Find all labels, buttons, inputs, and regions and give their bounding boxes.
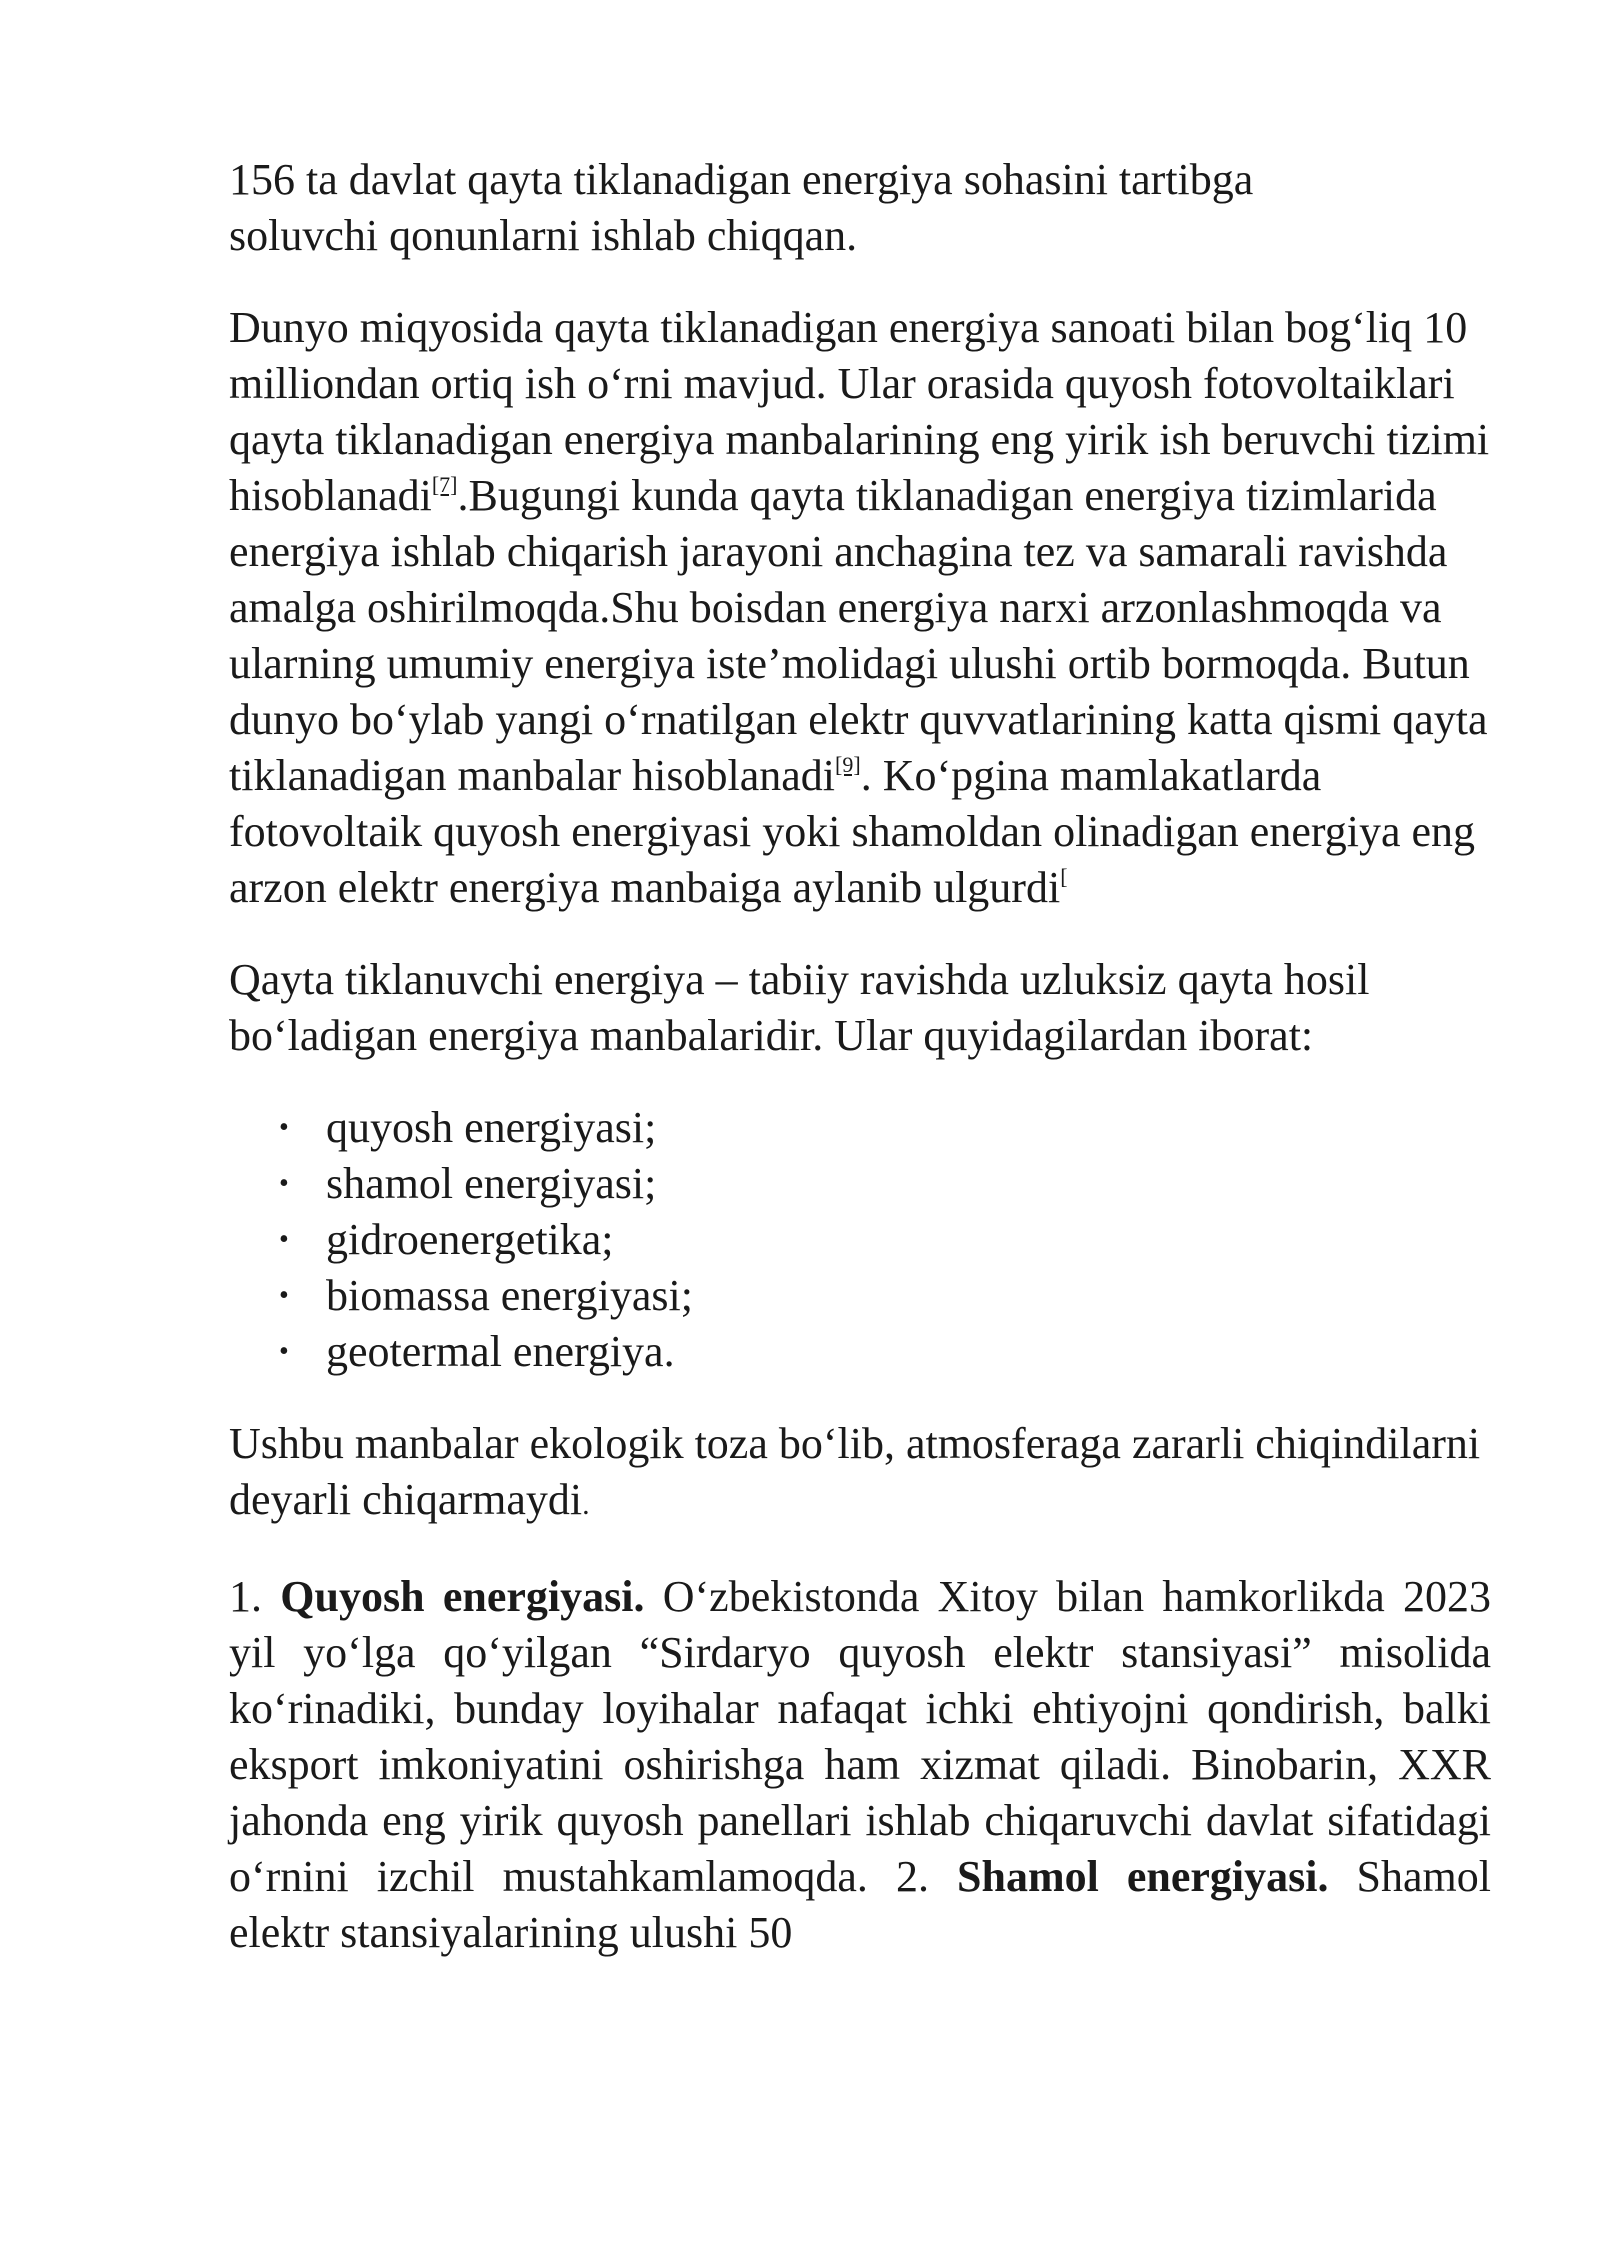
heading-wind-energy: Shamol energiyasi. — [957, 1852, 1329, 1901]
paragraph-definition: Qayta tiklanuvchi energiya – tabiiy ravishda uzluksiz qayta hosil bo‘ladigan energiya manbalaridir. Ular quyidagilardan iborat: — [229, 955, 1370, 1060]
paragraph-numbered-sources — [229, 1569, 1491, 1961]
list-item-text: shamol energiyasi; — [326, 1159, 657, 1208]
bullet-icon: • — [279, 1336, 289, 1367]
list-item — [229, 1100, 1491, 1156]
reference-link-partial[interactable]: [ — [1060, 864, 1068, 889]
paragraph-jobs-text-b: .Bugungi kunda qayta tiklanadigan energiya tizimlarida energiya ishlab chiqarish jarayoni anchagina tez va samarali ravishda amalga oshirilmoqda.Shu boisdan energiya narxi arzonlashmoqda va ularning umumiy energiya iste’molidagi ulushi ortib bormoqda. Butun dunyo bo‘ylab yangi o‘rnatilgan elektr quvvatlarining katta qismi qayta tiklanadigan manbalar hisoblanadi — [229, 471, 1488, 800]
bullet-icon: • — [279, 1112, 289, 1143]
list-item — [229, 1324, 1491, 1380]
paragraph-intro: 156 ta davlat qayta tiklanadigan energiya sohasini tartibga soluvchi qonunlarni ishlab chiqqan. — [229, 155, 1254, 260]
bullet-icon: • — [279, 1280, 289, 1311]
document-page — [229, 152, 1491, 1961]
paragraph-ecology-text: Ushbu manbalar ekologik toza bo‘lib, atmosferaga zararli chiqindilarni deyarli chiqarmaydi — [229, 1419, 1481, 1524]
list-item — [229, 1212, 1491, 1268]
energy-sources-list — [229, 1100, 1491, 1380]
bullet-icon: • — [279, 1224, 289, 1255]
solar-energy-text: O‘zbekistonda Xitoy bilan hamkorlikda 2023 yil yo‘lga qo‘yilgan “Sirdaryo quyosh elektr stansiyasi” misolida ko‘rinadiki, bunday loyihalar nafaqat ichki ehtiyojni qondirish, balki eksport imkoniyatini oshirishga ham xizmat qiladi. Binobarin, XXR jahonda eng yirik quyosh panellari ishlab chiqaruvchi davlat sifatidagi o‘rnini izchil mustahkamlamoqda. — [229, 1572, 1492, 1901]
paragraph-jobs-text-a: Dunyo miqyosida qayta tiklanadigan energiya sanoati bilan bog‘liq 10 milliondan ortiq ish o‘rni mavjud. Ular orasida quyosh fotovoltaiklari qayta tiklanadigan energiya manbalarining eng yirik ish beruvchi tizimi hisoblanadi — [229, 303, 1490, 520]
wind-energy-text: Shamol elektr stansiyalarining ulushi 50 — [229, 1852, 1492, 1957]
list-item — [229, 1156, 1491, 1212]
reference-link-9[interactable]: [9] — [835, 752, 861, 777]
item-number-1: 1. — [229, 1572, 281, 1621]
paragraph-jobs — [229, 300, 1491, 916]
heading-solar-energy: Quyosh energiyasi. — [280, 1572, 645, 1621]
paragraph-ecology-end: . — [582, 1488, 590, 1521]
paragraph-jobs-text-c: . Ko‘pgina mamlakatlarda fotovoltaik quyosh energiyasi yoki shamoldan olinadigan energiya eng arzon elektr energiya manbaiga aylanib ulgurdi — [229, 751, 1476, 912]
list-item-text: biomassa energiyasi; — [326, 1271, 693, 1320]
list-item-text: geotermal energiya. — [326, 1327, 675, 1376]
reference-link-7[interactable]: [7] — [431, 472, 458, 497]
bullet-icon: • — [279, 1168, 289, 1199]
item-number-2: 2. — [895, 1852, 958, 1901]
paragraph-ecology — [229, 1416, 1491, 1533]
list-item-text: gidroenergetika; — [326, 1215, 614, 1264]
list-item-text: quyosh energiyasi; — [326, 1103, 657, 1152]
list-item — [229, 1268, 1491, 1324]
